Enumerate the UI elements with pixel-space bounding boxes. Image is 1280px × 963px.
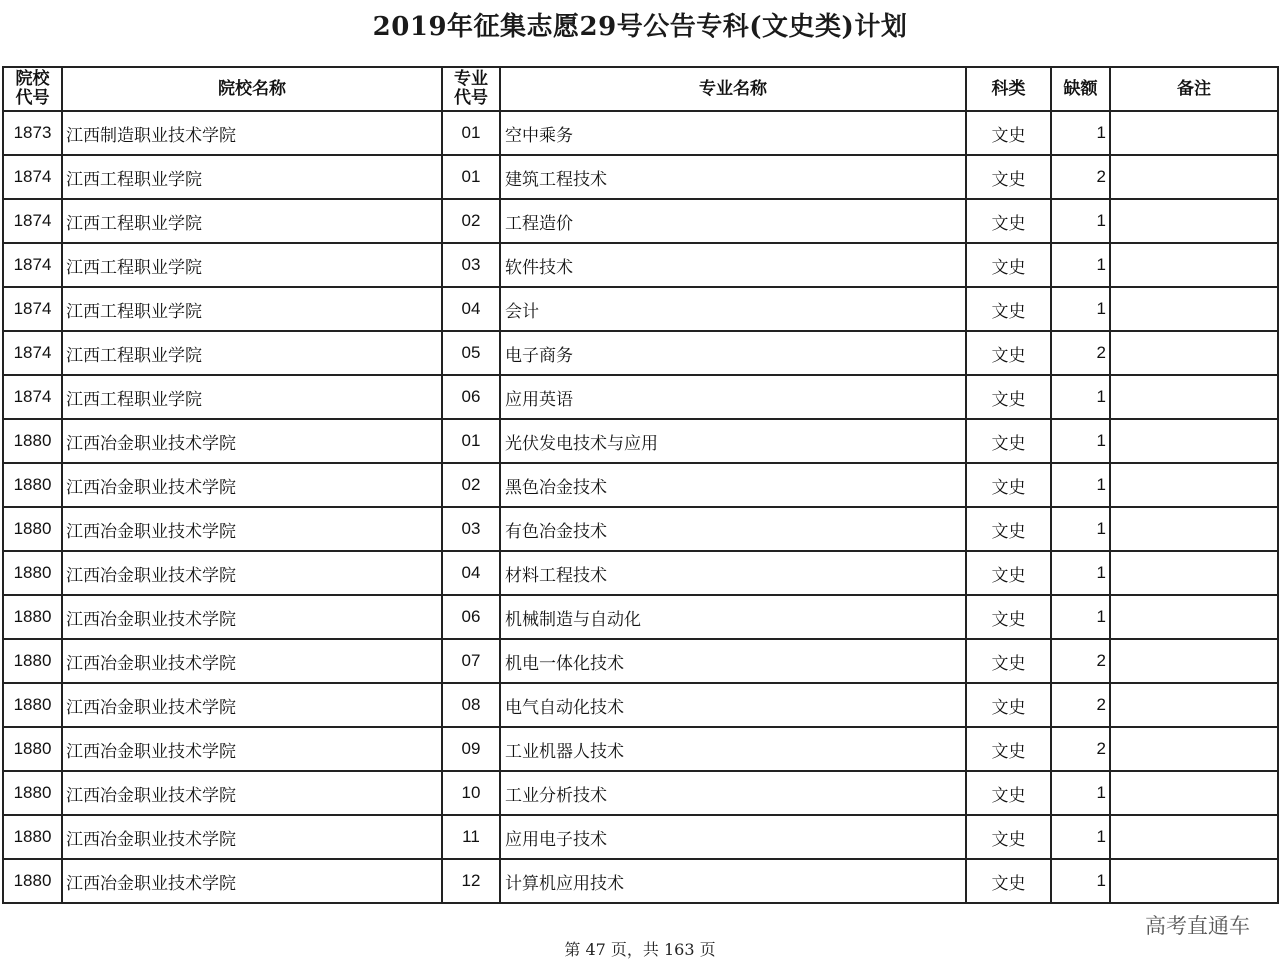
page-footer: 第 47 页，共 163 页 xyxy=(564,940,716,959)
cell-major-code: 11 xyxy=(442,815,500,859)
cell-vacancies: 2 xyxy=(1051,331,1110,375)
cell-major-name: 材料工程技术 xyxy=(500,551,966,595)
header-vacancies: 缺额 xyxy=(1051,67,1110,111)
cell-category: 文史 xyxy=(966,111,1051,155)
table-row xyxy=(3,243,1278,287)
cell-vacancies: 2 xyxy=(1051,639,1110,683)
header-major-code-line2: 代号 xyxy=(454,88,488,108)
cell-vacancies: 1 xyxy=(1051,419,1110,463)
cell-major-code: 02 xyxy=(442,463,500,507)
header-major-code xyxy=(442,67,500,111)
table-header-row xyxy=(3,67,1278,111)
cell-category: 文史 xyxy=(966,815,1051,859)
cell-school-code: 1880 xyxy=(3,595,62,639)
cell-vacancies: 1 xyxy=(1051,199,1110,243)
cell-major-code: 09 xyxy=(442,727,500,771)
cell-school-name: 江西工程职业学院 xyxy=(62,243,442,287)
cell-remarks xyxy=(1110,419,1278,463)
table-row xyxy=(3,639,1278,683)
cell-school-name: 江西工程职业学院 xyxy=(62,287,442,331)
cell-remarks xyxy=(1110,683,1278,727)
cell-school-name: 江西冶金职业技术学院 xyxy=(62,419,442,463)
cell-major-code: 10 xyxy=(442,771,500,815)
cell-category: 文史 xyxy=(966,507,1051,551)
cell-category: 文史 xyxy=(966,331,1051,375)
cell-school-code: 1880 xyxy=(3,859,62,903)
cell-school-name: 江西冶金职业技术学院 xyxy=(62,771,442,815)
table-row xyxy=(3,507,1278,551)
cell-remarks xyxy=(1110,815,1278,859)
cell-vacancies: 1 xyxy=(1051,771,1110,815)
cell-remarks xyxy=(1110,771,1278,815)
cell-school-code: 1874 xyxy=(3,155,62,199)
enrollment-plan-table xyxy=(2,66,1279,904)
cell-category: 文史 xyxy=(966,375,1051,419)
cell-major-code: 04 xyxy=(442,287,500,331)
cell-school-code: 1880 xyxy=(3,419,62,463)
cell-vacancies: 1 xyxy=(1051,375,1110,419)
cell-remarks xyxy=(1110,375,1278,419)
header-remarks: 备注 xyxy=(1110,67,1278,111)
cell-school-name: 江西冶金职业技术学院 xyxy=(62,859,442,903)
cell-category: 文史 xyxy=(966,463,1051,507)
cell-major-code: 07 xyxy=(442,639,500,683)
cell-category: 文史 xyxy=(966,727,1051,771)
table-row xyxy=(3,419,1278,463)
cell-category: 文史 xyxy=(966,595,1051,639)
cell-major-code: 12 xyxy=(442,859,500,903)
cell-major-code: 01 xyxy=(442,419,500,463)
cell-remarks xyxy=(1110,639,1278,683)
cell-major-name: 电气自动化技术 xyxy=(500,683,966,727)
cell-school-code: 1874 xyxy=(3,199,62,243)
cell-school-name: 江西冶金职业技术学院 xyxy=(62,815,442,859)
table-row xyxy=(3,551,1278,595)
cell-school-code: 1874 xyxy=(3,331,62,375)
cell-remarks xyxy=(1110,111,1278,155)
cell-school-code: 1880 xyxy=(3,771,62,815)
table-row xyxy=(3,287,1278,331)
cell-vacancies: 1 xyxy=(1051,243,1110,287)
cell-school-code: 1880 xyxy=(3,507,62,551)
cell-remarks xyxy=(1110,243,1278,287)
table-row xyxy=(3,859,1278,903)
cell-school-name: 江西冶金职业技术学院 xyxy=(62,507,442,551)
cell-major-name: 建筑工程技术 xyxy=(500,155,966,199)
cell-category: 文史 xyxy=(966,771,1051,815)
cell-major-code: 02 xyxy=(442,199,500,243)
cell-major-name: 计算机应用技术 xyxy=(500,859,966,903)
header-major-name: 专业名称 xyxy=(500,67,966,111)
cell-remarks xyxy=(1110,595,1278,639)
cell-school-name: 江西制造职业技术学院 xyxy=(62,111,442,155)
cell-vacancies: 1 xyxy=(1051,111,1110,155)
cell-vacancies: 1 xyxy=(1051,463,1110,507)
table-row xyxy=(3,683,1278,727)
table-row xyxy=(3,111,1278,155)
cell-school-code: 1880 xyxy=(3,463,62,507)
table-row xyxy=(3,375,1278,419)
table-row xyxy=(3,463,1278,507)
table-row xyxy=(3,199,1278,243)
cell-school-name: 江西工程职业学院 xyxy=(62,331,442,375)
cell-major-code: 06 xyxy=(442,595,500,639)
cell-vacancies: 1 xyxy=(1051,859,1110,903)
cell-school-name: 江西冶金职业技术学院 xyxy=(62,595,442,639)
cell-category: 文史 xyxy=(966,419,1051,463)
cell-major-name: 电子商务 xyxy=(500,331,966,375)
cell-school-code: 1880 xyxy=(3,639,62,683)
cell-vacancies: 1 xyxy=(1051,287,1110,331)
cell-school-name: 江西冶金职业技术学院 xyxy=(62,683,442,727)
cell-remarks xyxy=(1110,727,1278,771)
cell-school-code: 1873 xyxy=(3,111,62,155)
header-category: 科类 xyxy=(966,67,1051,111)
cell-major-code: 06 xyxy=(442,375,500,419)
cell-vacancies: 2 xyxy=(1051,155,1110,199)
cell-school-name: 江西冶金职业技术学院 xyxy=(62,463,442,507)
cell-major-code: 08 xyxy=(442,683,500,727)
table-row xyxy=(3,815,1278,859)
cell-remarks xyxy=(1110,859,1278,903)
table-row xyxy=(3,727,1278,771)
cell-school-name: 江西冶金职业技术学院 xyxy=(62,639,442,683)
cell-major-name: 应用电子技术 xyxy=(500,815,966,859)
cell-major-name: 应用英语 xyxy=(500,375,966,419)
cell-major-code: 01 xyxy=(442,111,500,155)
cell-remarks xyxy=(1110,331,1278,375)
cell-major-name: 空中乘务 xyxy=(500,111,966,155)
header-school-code-line2: 代号 xyxy=(15,88,50,108)
cell-category: 文史 xyxy=(966,155,1051,199)
cell-school-code: 1880 xyxy=(3,727,62,771)
header-school-name: 院校名称 xyxy=(62,67,442,111)
cell-school-name: 江西冶金职业技术学院 xyxy=(62,727,442,771)
cell-school-code: 1874 xyxy=(3,243,62,287)
cell-vacancies: 1 xyxy=(1051,815,1110,859)
watermark: 高考直通车 xyxy=(1145,914,1250,938)
cell-category: 文史 xyxy=(966,551,1051,595)
header-school-code xyxy=(3,67,62,111)
cell-school-name: 江西工程职业学院 xyxy=(62,199,442,243)
header-major-code-line1: 专业 xyxy=(454,69,488,89)
cell-vacancies: 2 xyxy=(1051,683,1110,727)
page-title: 2019年征集志愿29号公告专科(文史类)计划 xyxy=(372,12,908,42)
cell-category: 文史 xyxy=(966,243,1051,287)
cell-category: 文史 xyxy=(966,859,1051,903)
cell-remarks xyxy=(1110,199,1278,243)
cell-category: 文史 xyxy=(966,639,1051,683)
cell-category: 文史 xyxy=(966,199,1051,243)
table-body xyxy=(3,111,1278,903)
cell-school-code: 1880 xyxy=(3,683,62,727)
cell-remarks xyxy=(1110,507,1278,551)
cell-major-code: 04 xyxy=(442,551,500,595)
cell-category: 文史 xyxy=(966,287,1051,331)
cell-vacancies: 1 xyxy=(1051,595,1110,639)
cell-major-name: 工业分析技术 xyxy=(500,771,966,815)
cell-vacancies: 1 xyxy=(1051,551,1110,595)
cell-remarks xyxy=(1110,155,1278,199)
cell-vacancies: 1 xyxy=(1051,507,1110,551)
header-school-code-line1: 院校 xyxy=(15,69,50,89)
cell-major-name: 软件技术 xyxy=(500,243,966,287)
cell-major-name: 机械制造与自动化 xyxy=(500,595,966,639)
table-row xyxy=(3,595,1278,639)
cell-school-code: 1874 xyxy=(3,287,62,331)
cell-school-code: 1874 xyxy=(3,375,62,419)
cell-school-code: 1880 xyxy=(3,551,62,595)
cell-major-code: 01 xyxy=(442,155,500,199)
cell-major-name: 有色冶金技术 xyxy=(500,507,966,551)
cell-remarks xyxy=(1110,463,1278,507)
cell-school-name: 江西工程职业学院 xyxy=(62,375,442,419)
cell-major-name: 黑色冶金技术 xyxy=(500,463,966,507)
cell-major-code: 03 xyxy=(442,507,500,551)
cell-school-code: 1880 xyxy=(3,815,62,859)
cell-category: 文史 xyxy=(966,683,1051,727)
cell-major-code: 05 xyxy=(442,331,500,375)
cell-remarks xyxy=(1110,287,1278,331)
cell-school-name: 江西工程职业学院 xyxy=(62,155,442,199)
cell-major-code: 03 xyxy=(442,243,500,287)
cell-major-name: 光伏发电技术与应用 xyxy=(500,419,966,463)
cell-major-name: 机电一体化技术 xyxy=(500,639,966,683)
cell-remarks xyxy=(1110,551,1278,595)
table-row xyxy=(3,771,1278,815)
cell-vacancies: 2 xyxy=(1051,727,1110,771)
cell-major-name: 工业机器人技术 xyxy=(500,727,966,771)
cell-major-name: 工程造价 xyxy=(500,199,966,243)
table-row xyxy=(3,155,1278,199)
table-row xyxy=(3,331,1278,375)
cell-school-name: 江西冶金职业技术学院 xyxy=(62,551,442,595)
cell-major-name: 会计 xyxy=(500,287,966,331)
